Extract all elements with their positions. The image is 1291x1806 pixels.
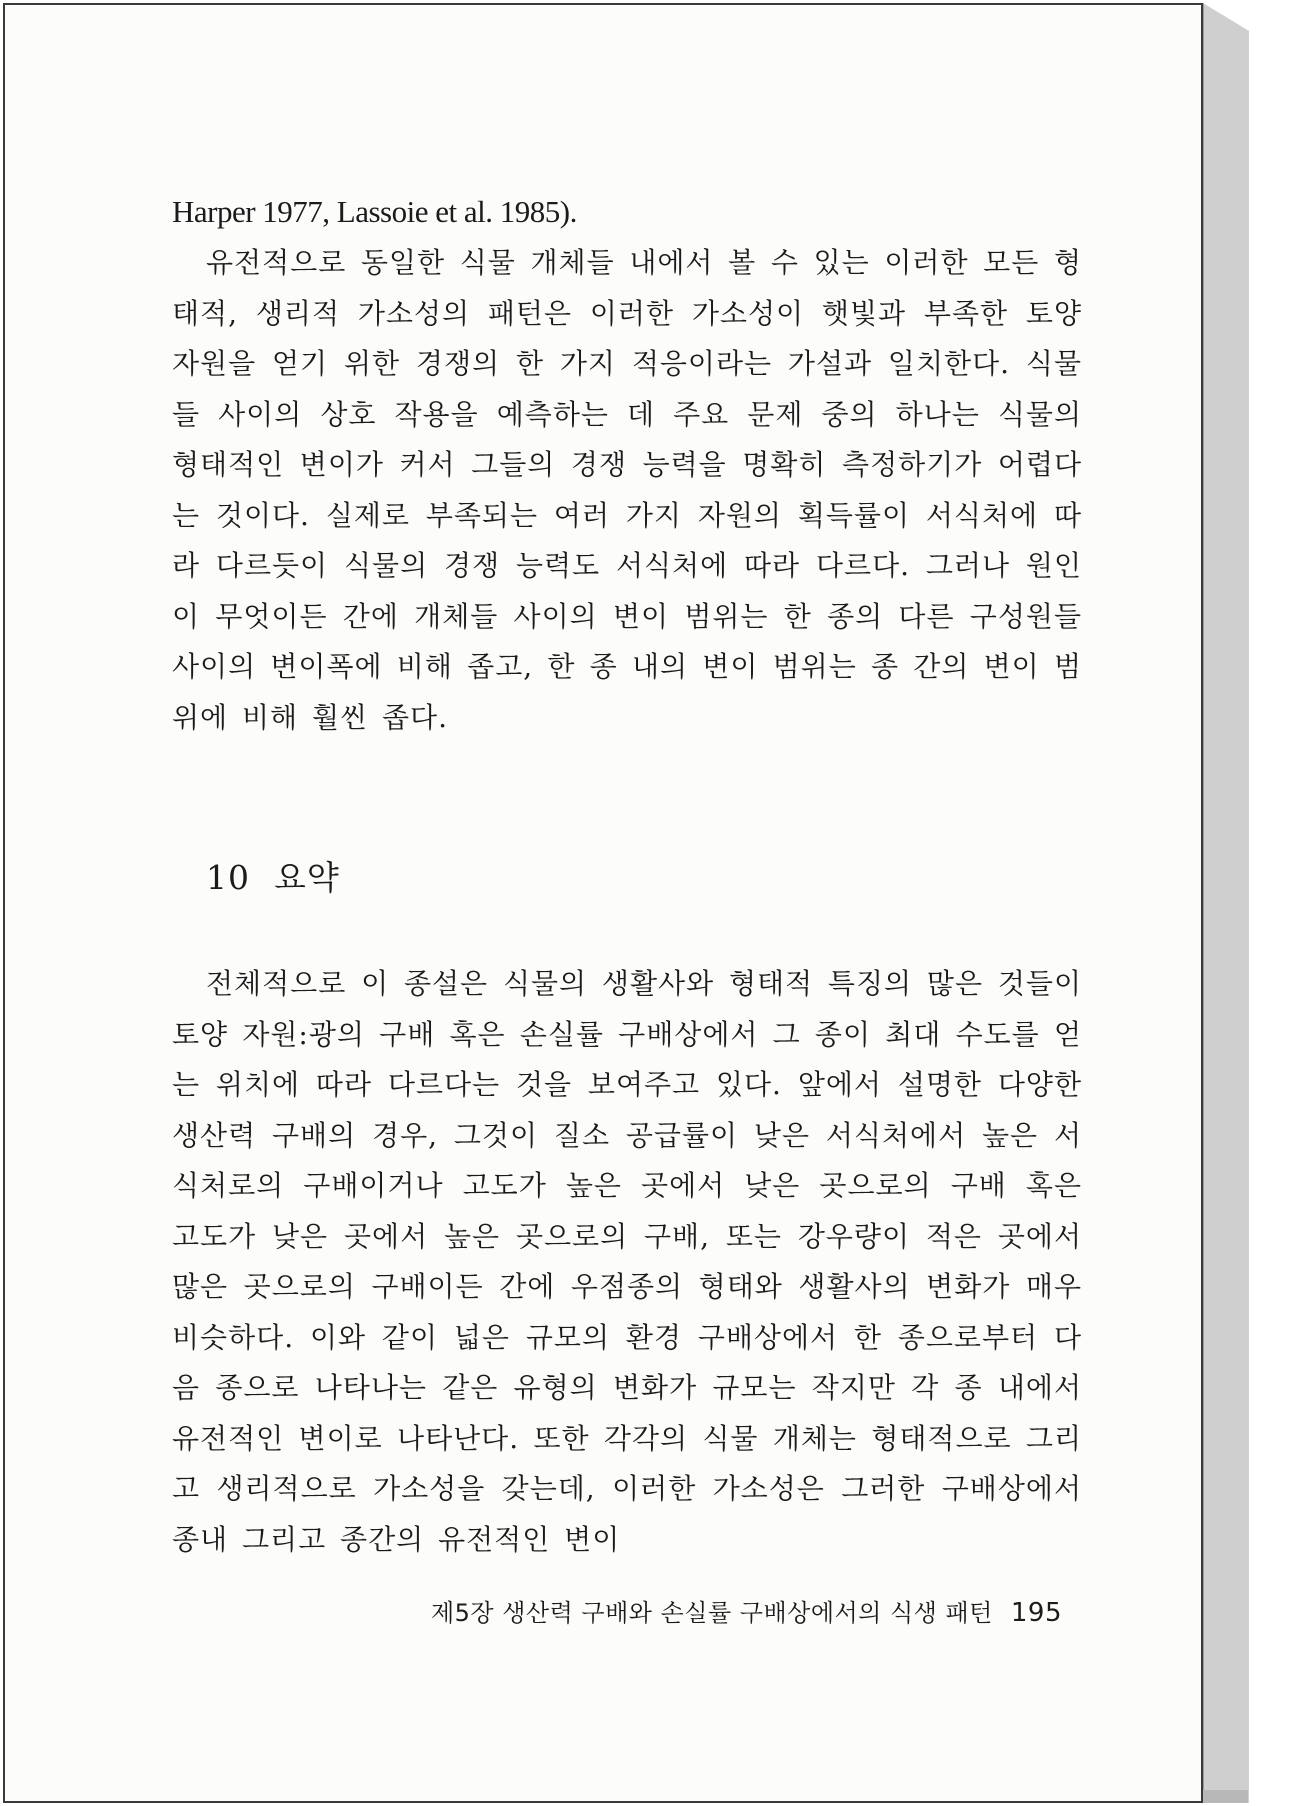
section-heading <box>206 853 1082 903</box>
running-footer <box>392 1593 1062 1628</box>
paragraph-summary: 전체적으로 이 종설은 식물의 생활사와 형태적 특징의 많은 것들이 토양 자원:광의 구배 혹은 손실률 구배상에서 그 종이 최대 수도를 얻는 위치에 따라 다르다는 것을 보여주고 있다. 앞에서 설명한 다양한 생산력 구배의 경우, 그것이 질소 공급률이 낮은 서식처에서 높은 서식처로의 구배이거나 고도가 높은 곳에서 낮은 곳으로의 구배 혹은 고도가 낮은 곳에서 높은 곳으로의 구배, 또는 강우량이 적은 곳에서 많은 곳으로의 구배이든 간에 우점종의 형태와 생활사의 변화가 매우 비슷하다. 이와 같이 넓은 규모의 환경 구배상에서 한 종으로부터 다음 종으로 나타나는 같은 유형의 변화가 규모는 작지만 각 종 내에서 유전적인 변이로 나타난다. 또한 각각의 식물 개체는 형태적으로 그리고 생리적으로 가소성을 갖는데, 이러한 가소성은 그러한 구배상에서 종내 그리고 종간의 유전적인 변이 <box>172 967 1082 1556</box>
page-edge-shadow <box>1203 1790 1248 1803</box>
section-title: 요약 <box>274 858 340 897</box>
paragraph-plasticity: 유전적으로 동일한 식물 개체들 내에서 볼 수 있는 이러한 모든 형태적, 생리적 가소성의 패턴은 이러한 가소성이 햇빛과 부족한 토양 자원을 얻기 위한 경쟁의 한 가지 적응이라는 가설과 일치한다. 식물들 사이의 상호 작용을 예측하는 데 주요 문제 중의 하나는 식물의 형태적인 변이가 커서 그들의 경쟁 능력을 명확히 측정하기가 어렵다는 것이다. 실제로 부족되는 여러 가지 자원의 획득률이 서식처에 따라 다르듯이 식물의 경쟁 능력도 서식처에 따라 다르다. 그러나 원인이 무엇이든 간에 개체들 사이의 변이 범위는 한 종의 다른 구성원들 사이의 변이폭에 비해 좁고, 한 종 내의 변이 범위는 종 간의 변이 범위에 비해 훨씬 좁다. <box>172 246 1082 734</box>
section-number: 10 <box>206 858 250 897</box>
page-number: 195 <box>1010 1598 1062 1628</box>
page-body <box>172 186 1082 1565</box>
chapter-title: 제5장 생산력 구배와 손실률 구배상에서의 식생 패턴 <box>430 1599 993 1627</box>
page-edge <box>1203 3 1249 1803</box>
continued-citation: Harper 1977, Lassoie et al. 1985). <box>172 194 577 229</box>
